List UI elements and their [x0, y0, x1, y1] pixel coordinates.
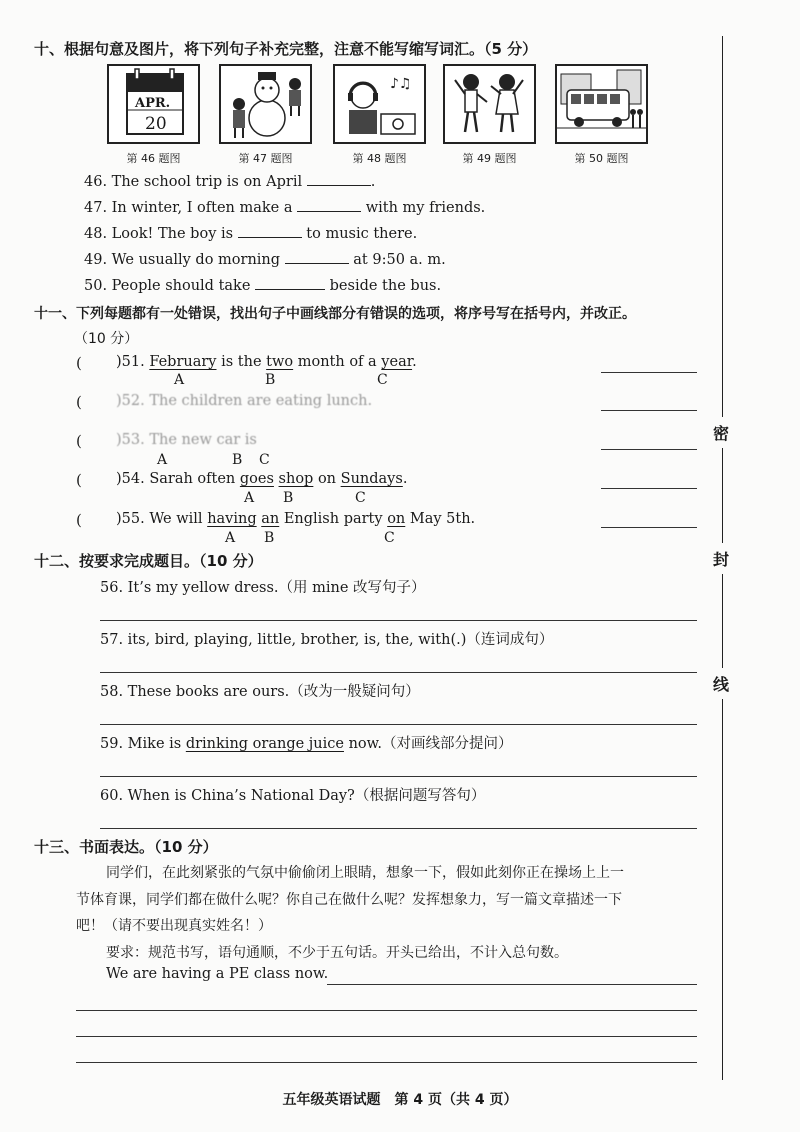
essay-line-3[interactable] — [76, 1022, 697, 1037]
prompt-line-1: 同学们，在此刻紧张的气氛中偷偷闭上眼睛，想象一下，假如此刻你正在操场上上一 — [106, 865, 624, 881]
answer-line-59[interactable] — [100, 762, 697, 777]
answer-paren-51[interactable]: ( — [76, 354, 82, 372]
option-54-b: B — [283, 490, 294, 506]
question-49: 49. We usually do morning at 9:50 a. m. — [84, 249, 446, 268]
caption-48: 第 48 题图 — [352, 152, 407, 165]
option-55-a: A — [225, 530, 236, 546]
question-51: )51. February is the two month of a year. — [116, 354, 417, 370]
caption-50: 第 50 题图 — [574, 152, 629, 165]
section-12-title: 十二、按要求完成题目。（10 分） — [34, 552, 263, 570]
section-11-title: 十一、下列每题都有一处错误，找出句子中画线部分有错误的选项，将序号写在括号内，并改正。 — [34, 306, 636, 322]
question-60: 60. When is China’s National Day?（根据问题写答句） — [100, 788, 486, 804]
page-footer: 五年级英语试题 第 4 页（共 4 页） — [282, 1092, 518, 1108]
question-50: 50. People should take beside the bus. — [84, 275, 441, 294]
answer-paren-54[interactable]: ( — [76, 471, 82, 489]
essay-line-4[interactable] — [76, 1048, 697, 1063]
answer-blank-50[interactable] — [255, 275, 325, 290]
svg-text:♪♫: ♪♫ — [390, 76, 412, 92]
question-46: 46. The school trip is on April . — [84, 171, 375, 190]
question-47: 47. In winter, I often make a with my friends. — [84, 197, 485, 216]
caption-46: 第 46 题图 — [126, 152, 181, 165]
answer-blank-48[interactable] — [238, 223, 302, 238]
answer-paren-55[interactable]: ( — [76, 511, 82, 529]
seal-char-xian: 线 — [713, 668, 729, 699]
option-51-c: C — [377, 372, 388, 388]
option-55-b: B — [264, 530, 275, 546]
answer-line-60[interactable] — [100, 814, 697, 829]
prompt-line-3: 吧！（请不要出现真实姓名！） — [76, 918, 272, 934]
option-53-b: B — [232, 452, 243, 468]
question-52: )52. The children are eating lunch. — [116, 393, 373, 409]
prompt-line-2: 节体育课，同学们都在做什么呢？你自己在做什么呢？发挥想象力，写一篇文章描述一下 — [76, 892, 622, 908]
picture-46-calendar — [107, 64, 200, 144]
seal-char-feng: 封 — [713, 543, 729, 574]
question-48: 48. Look! The boy is to music there. — [84, 223, 417, 242]
answer-line-58[interactable] — [100, 710, 697, 725]
answer-blank-49[interactable] — [285, 249, 349, 264]
answer-blank-46[interactable] — [307, 171, 371, 186]
answer-line-57[interactable] — [100, 658, 697, 673]
option-55-c: C — [384, 530, 395, 546]
caption-47: 第 47 题图 — [238, 152, 293, 165]
correction-line-52[interactable] — [601, 396, 697, 411]
picture-49-exercise — [443, 64, 536, 144]
answer-line-56[interactable] — [100, 606, 697, 621]
question-53: )53. The new car is — [116, 432, 257, 448]
section-13-title: 十三、书面表达。（10 分） — [34, 838, 218, 856]
calendar-day: 20 — [145, 114, 167, 134]
option-54-a: A — [244, 490, 255, 506]
answer-paren-52[interactable]: ( — [76, 393, 82, 411]
correction-line-54[interactable] — [601, 474, 697, 489]
calendar-month: APR. — [135, 96, 171, 111]
essay-line-1[interactable] — [327, 970, 697, 985]
section-11-points: （10 分） — [74, 331, 139, 347]
question-58: 58. These books are ours.（改为一般疑问句） — [100, 684, 420, 700]
option-51-b: B — [265, 372, 276, 388]
essay-line-2[interactable] — [76, 996, 697, 1011]
correction-line-55[interactable] — [601, 513, 697, 528]
option-51-a: A — [174, 372, 185, 388]
answer-paren-53[interactable]: ( — [76, 432, 82, 450]
option-53-c: C — [259, 452, 270, 468]
question-55: )55. We will having an English party on May 5th. — [116, 511, 476, 527]
seal-char-mi: 密 — [713, 417, 729, 448]
section-10-title: 十、根据句意及图片，将下列句子补充完整，注意不能写缩写词汇。（5 分） — [34, 40, 538, 58]
question-59: 59. Mike is drinking orange juice now.（对画线部分提问） — [100, 736, 513, 752]
answer-blank-47[interactable] — [297, 197, 361, 212]
option-53-a: A — [157, 452, 168, 468]
picture-47-snowman — [219, 64, 312, 144]
question-54: )54. Sarah often goes shop on Sundays. — [116, 471, 408, 487]
correction-line-53[interactable] — [601, 435, 697, 450]
option-54-c: C — [355, 490, 366, 506]
caption-49: 第 49 题图 — [462, 152, 517, 165]
correction-line-51[interactable] — [601, 358, 697, 373]
question-56: 56. It’s my yellow dress.（用 mine 改写句子） — [100, 580, 426, 596]
question-57: 57. its, bird, playing, little, brother, is, the, with(.)（连词成句） — [100, 632, 554, 648]
essay-start: We are having a PE class now. — [106, 966, 329, 982]
picture-48-music — [333, 64, 426, 144]
picture-50-bus — [555, 64, 648, 144]
requirements: 要求：规范书写，语句通顺，不少于五句话。开头已给出，不计入总句数。 — [106, 945, 568, 961]
